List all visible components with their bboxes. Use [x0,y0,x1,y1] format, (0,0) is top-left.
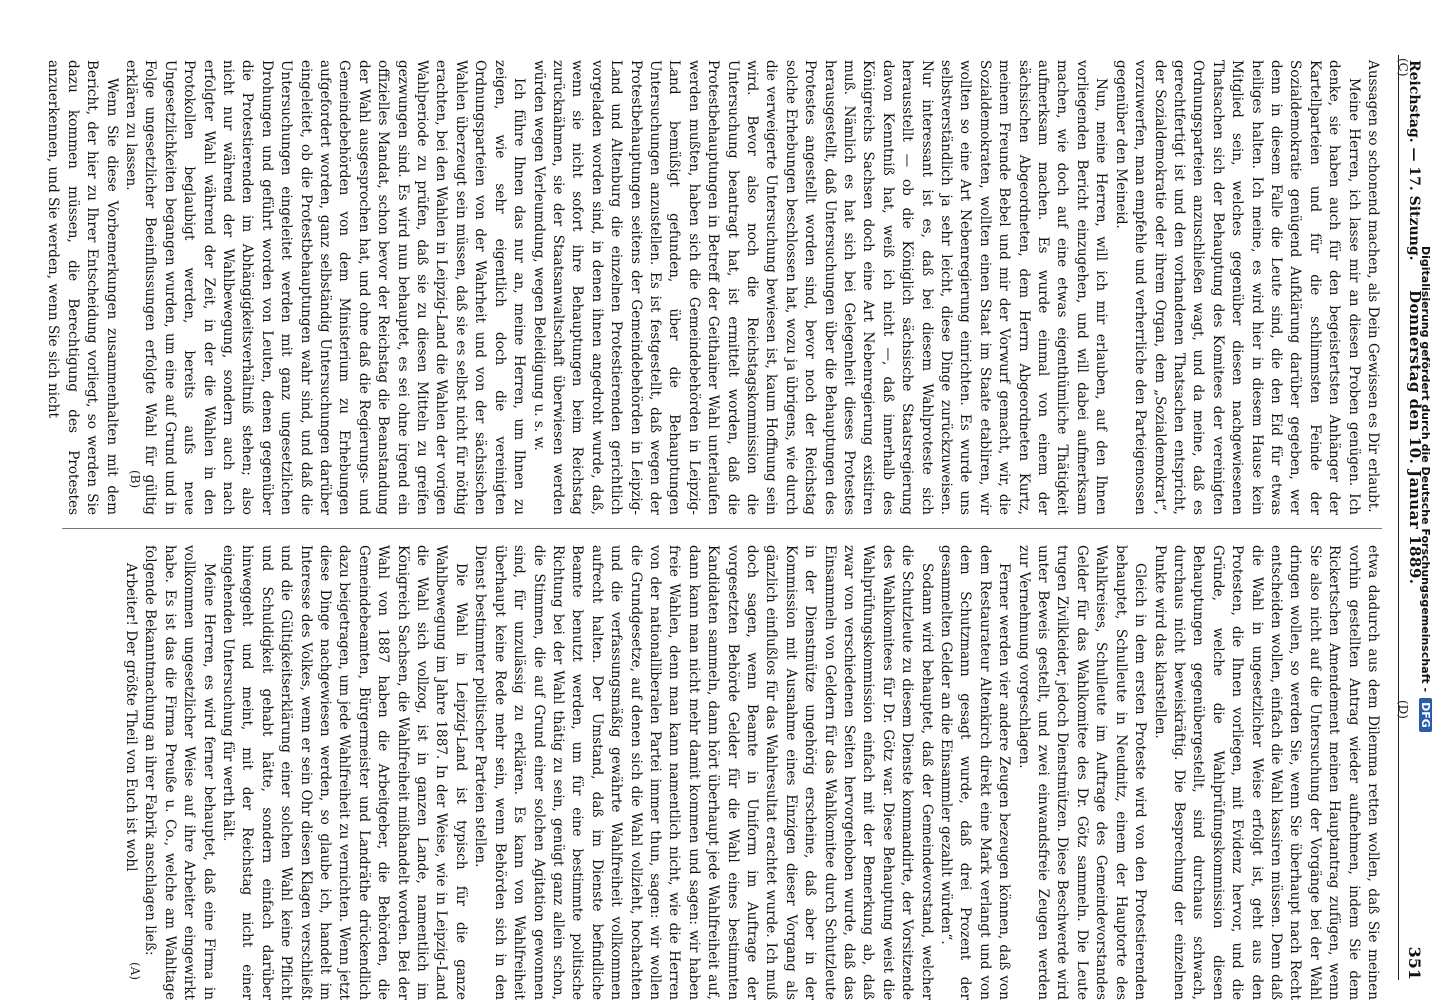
margin-letter-a: (A) [128,962,142,981]
text-column-right [62,545,1382,1000]
footer-text: Digitalisierung gefördert durch die Deutsche Forschungsgemeinschaft - [1419,246,1432,693]
margin-letter-b: (B) [128,470,142,489]
paragraph: Meine Herren, es wird ferner behauptet, daß eine Firma in vollkommen ungesetzlicher Weise auf ihre Arbeiter eingewirkt habe. Es ist das die Firma Preuße u. Co., welche am Wahltage folgende Bekanntmachung an ihrer Fabrik anschlagen ließ: [142,545,217,1000]
paragraph: Arbeiter! Der größte Theil von Euch ist wohl [123,563,139,872]
paragraph: Die Wahl in Leipzig-Land ist typisch für die ganze Wahlbewegung im Jahre 1887. In der Weise, wie in Leipzig-Land die Wahl sich vollzog, ist in ganzen Lande, namentlich im Königreich Sachsen, die Wahlfreiheit mißhandelt worden. Bei der Wahl von 1887 haben die Arbeitgeber, die Behörden, die Gemeindebeamten, Bürgermeister und Landräthe drückendlich dazu beigetragen, um jede Wahlfreiheit zu vernichten. Wenn jetzt diese Dinge nachgewiesen werden, so glaube ich, handelt im Interesse des Volkes, wenn er sein Ohr diesen Klagen verschließt und die Gültigkeitserklärung einer solchen Wahl keine Pflicht und Schuldigkeit gehabt hätte, sondern einfach darüber hinweggeht und meint, mit der Reichstag nicht einer eingehenden Untersuchung für werth hält. [220,545,469,1000]
paragraph: Aussagen so schonend machen, als Dein Gewissen es Dir erlaubt. [1365,60,1381,513]
paragraph: Ferner werden vier andere Zeugen bezeugen können, daß von dem Restaurateur Altenkirch direkt eine Mark verlangt und von dem Schutzmann gesagt wurde, daß drei Prozent der gesammelten Gelder an die Einsammler gezahlt würden“. [938,545,1013,1000]
paragraph: Gleich in dem ersten Proteste wird von den Protestierenden behauptet, Schulleute in Neudnitz, einem der Hauptorte des Wahlkreises, Schulleute im Auftrage des Gemeindevorstandes Gelder für das Wahlkomitee des Dr. Götz sammeln. Die Leute trugen Zivilkleider, jedoch Dienstmützen. Diese Beschwerde wird unter Beweis gestellt, und zwei einwandsfreie Zeugen werden zur Vernehmung vorgeschlagen. [1015,545,1149,1000]
column-divider [62,528,1382,529]
paragraph: etwa dadurch aus dem Dilemma retten wollen, daß Sie meinen vorhin gestellten Antrag wieder aufnehmen, indem Sie dem Rickertschen Amendement meinen Hauptantrag zufügen, wenn Sie also nicht auf die Untersuchung der Vorgänge bei der Wahl dringen wollen, so werden Sie, wenn Sie überhaupt nach Recht entscheiden wollen, einfach die Wahl kassiren müssen. Denn daß die Wahl in ungesetzlicher Weise erfolgt ist, geht aus den Protesten, die Ihnen vorliegen, mit Evidenz hervor, und die Gründe, welche die Wahlprüfungskommission diesen Behauptungen gegenübergestellt, sind durchaus schwach, durchaus nicht beweiskräftig. Die Besprechung der einzelnen Punkte wird das klarstellen. [1151,545,1381,1000]
paragraph: Sodann wird behauptet, daß der Gemeindevorstand, welcher die Schutzleute zu diesem Dienste kommandirte, der Vorsitzende des Wahlkomitees für Dr. Götz war. Diese Behauptung weist die Wahlprüfungskommission einfach mit der Bemerkung ab, daß zwar von verschiedenen Seiten hervorgehoben wurde, daß das Einsammeln von Geldern für das Wahlkomitee durch Schutzleute in der Dienstmütze ungehörig erscheine, daß aber in der Kommission mit Ausnahme eines Einzigen dieser Vorgang als gänzlich einflußlos für das Wahlresultat erachtet wurde. Ich muß doch sagen, wenn Beamte in Uniform im Auftrage der vorgesetzten Behörde Gelder für die Wahl eines bestimmten Kandidaten sammeln, dann hört überhaupt jede Wahlfreiheit auf, dann kann man nicht mehr damit kommen und sagen: wir haben freie Wahlen, denn man kann namentlich nicht, wie die Herren von der nationalliberalen Partei immer thun, sagen: wir wollen die Grundgesetze, auf denen sich die Wahl vollzieht, hochachten und die verfassungsmäßig gewährte Wahlfreiheit vollkommen aufrecht halten. Der Umstand, daß im Dienste befindliche Beamte benutzt werden, um für eine bestimmte politische Richtung bei der Wahl thätig zu sein, genügt ganz allein schon, die Stimmen, die auf Grund einer solchen Agitation gewonnen sind, für unzulässig zu erklären. Es kann von Wahlfreiheit überhaupt keine Rede mehr sein, wenn Behörden sich in den Dienst bestimmter politischer Parteien stellen. [472,545,935,1000]
dfg-logo-badge: DFG [1419,698,1432,732]
page-number: 351 [1405,946,1424,980]
digitization-footer [1419,246,1432,996]
header-rule [1398,55,1399,980]
paragraph: Wenn Sie diese Vorbemerkungen zusammenhalten mit dem Bericht, der hier zu Ihrer Entscheidung vorliegt, so werden Sie dazu kommen müssen, die Berechtigung des Protestes anzuerkennen, und Sie werden, wenn Sie sich nicht [45,60,120,515]
paragraph: Meine Herren, ich lasse mir an diesen Proben genügen. Ich denke, sie haben auch für den begeistertsten Anhänger der Kartellparteien und für die schlimmsten Feinde der Sozialdemokratie genügend Aufklärung darüber gegeben, wer denn in diesem Falle die Leute sind, die den Eid für etwas heiliges halten. Ich meine, es wird hier in diesem Hause kein Mitglied sein, welches gegenüber diesen nachgewiesenen Thatsachen sich der Behauptung des Komitees der vereinigten Ordnungsparteien anzuschließen wagt, und da meine, daß es gerechtfertigt ist und den vorhandenen Thatsachen entspricht, der Sozialdemokratie oder ihrem Organ, dem „Sozialdemokrat“, vorzuwerfen, man empfehle und verherrliche den Parteigenossen gegenüber den Meineid. [1112,60,1362,515]
margin-letter-c: (C) [1396,58,1410,77]
header-date: Donnerstag den 10. Januar 1889. [1406,290,1424,585]
paragraph: Nun, meine Herren, will ich mir erlauben, auf den Ihnen vorliegenden Bericht einzugehen, und will dabei aufmerksam machen, wie doch auf eine etwas eigenthümliche Thätigkeit aufmerksam machen. Es wurde einmal von einem der sächsischen Abgeordneten, dem Herrn Abgeordneten Kurtz, meinem Freunde Bebel und mir der Vorwurf gemacht, wir, die Sozialdemokraten, wollten einen Staat im Staate etabliren, wir wollten so eine Art Nebenregierung einrichten. Es wurde uns selbstverständlich ja sehr leicht, diese Dinge zurückzuweisen. Nur interessant ist es, daß bei diesem Wahlproteste sich herausstellt — ob die Königlich sächsische Staatsregierung davon Kenntniß hat, weiß ich nicht —, daß innerhalb des Königreichs Sachsen doch eine Art Nebenregierung existiren muß. Nämlich es hat sich bei Gelegenheit dieses Protestes herausgestellt, daß Untersuchungen über die Behauptungen des Protestes angestellt worden sind, bevor noch der Reichstag solche Erhebungen beschlossen hat, wozu ja übrigens, wie durch die verweigerte Untersuchung bewiesen ist, kaum Hoffnung sein wird. Bevor also noch die Reichstagskommission die Untersuchung beantragt hat, ist ermittelt worden, daß die Protestbehauptungen in Betreff der Geithainer Wahl unterlaufen werden mußten, haben sich die Gemeindebehörden in Leipzig-Land bemüßigt gefunden, über die Behauptungen Untersuchungen anzustellen. Es ist festgestellt, daß wegen der Protestbehauptungen seitens der Gemeindebehörden in Leipzig-Land und Altenburg die einzelnen Protestierenden gerichtlich vorgeladen worden sind, in denen ihnen angedroht wurde, daß, wenn sie nicht sofort ihre Behauptungen beim Reichstag zurücknähmen, sie der Staatsanwaltschaft überwiesen werden würden wegen Verleumdung, wegen Beleidigung u. s. w. [530,60,1110,515]
paragraph: Ich führe Ihnen das nur an, meine Herren, um Ihnen zu zeigen, wie sehr eigentlich doch die vereinigten Ordnungsparteien von der Wahrheit und von der sächsischen Wahlen überzeugt sein müssen, daß sie es selbst nicht für nöthig erachten, bei den Wahlen in Leipzig-Land die Wahlen der vorigen Wahlperiode zu prüfen, daß sie zu diesen Mitteln zu greifen gezwungen sind. Es wird nun behauptet, es sei ohne irgend ein offizielles Mandat, schon bevor der Reichstag die Beanstandung der Wahl ausgesprochen hat, und ohne daß die Regierungs- und Gemeindebehörden von dem Ministerium zu Erhebungen aufgefordert worden, ganz selbständig Untersuchungen darüber eingeleitet, ob die Protestbehauptungen wahr sind, und daß die Untersuchungen eingeleitet werden mit ganz ungesetzlichen Drohungen und geführt worden von Leuten, denen gegenüber die Protestierenden im Abhängigkeitsverhältniß stehen; also nicht nur während der Wahlbewegung, sondern auch nach erfolgter Wahl während der Zeit, in der die Wahlen in den Protokollen beglaubigt werden, bereits aufs neue Ungesetzlichkeiten begangen wurden, um eine auf Grund und in Folge ungesetzlicher Beeinflussungen erfolgte Wahl für gültig erklären zu lassen. [123,60,528,515]
text-column-left [45,60,1382,515]
header-session: Reichstag. — 17. Sitzung. [1406,60,1422,261]
margin-letter-d: (D) [1396,700,1410,719]
